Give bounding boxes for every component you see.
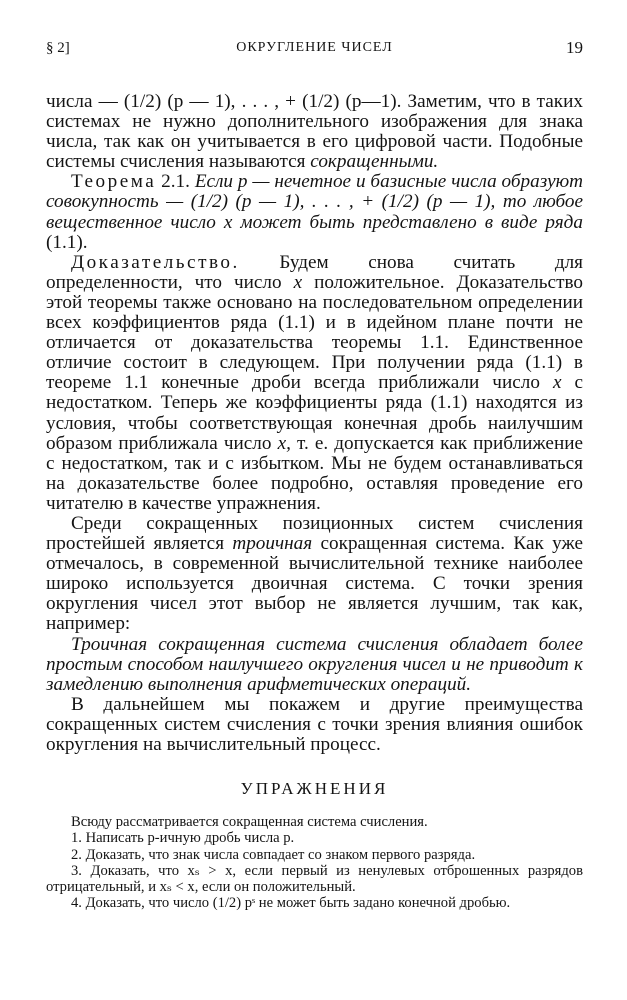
claim-text: Троичная сокращенная система счисления обладает более простым способом наилучшего округления чисел и не приводит к замедлению выполнения арифметических операций. [46, 633, 583, 695]
proof-label: Доказательство. [71, 251, 240, 273]
proof-text: т. е. допускается как приближение с недостатком, так и с избытком. Мы не будем останавливаться на доказательстве более подробно, оставляя проведение его читателю в качестве упражнения. [46, 432, 583, 514]
running-title: ОКРУГЛЕНИЕ ЧИСЕЛ [236, 40, 393, 55]
exercise-item: 1. Написать p-ичную дробь числа p. [71, 830, 295, 847]
exercise-item: 2. Доказать, что знак числа совпадает со знаком первого разряда. [71, 846, 476, 863]
section-marker: § 2] [46, 40, 70, 56]
term-italic: троичная [232, 533, 313, 555]
theorem-statement: Если p — нечетное и базисные числа образуют совокупность — (1/2) (p — 1), . . . , + (1/2) (p — 1), то любое вещественное число x может быть представлено в виде ряда [46, 171, 583, 233]
exercise-item: 4. Доказать, что число (1/2) pˢ не может быть задано конечной дробью. [71, 895, 511, 912]
claim-paragraph [46, 635, 583, 695]
exercises-heading: УПРАЖНЕНИЯ [240, 779, 389, 799]
theorem-reference: (1.1). [46, 231, 88, 253]
running-header [46, 30, 583, 56]
theorem-number: 2.1. [156, 171, 195, 193]
closing-paragraph [46, 695, 583, 755]
theorem-paragraph [46, 172, 583, 252]
variable-x: x, [277, 432, 291, 454]
variable-x: x [293, 271, 303, 293]
paragraph-text: В дальнейшем мы покажем и другие преимущества сокращенных систем счисления с точки зрения влияния ошибок округления на вычислительный процесс. [46, 693, 583, 755]
ternary-paragraph [46, 514, 583, 635]
main-text [46, 92, 583, 755]
paragraph-continuation [46, 92, 583, 172]
page-number: 19 [566, 38, 583, 57]
exercise-item: 3. Доказать, что xₛ > x, если первый из ненулевых отброшенных разрядов отрицательный, и xₛ < x, если он положительный. [46, 862, 583, 895]
proof-text: с недостатком. Теперь же коэффициенты ряда (1.1) находятся из условия, чтобы соответствующая конечная дробь наилучшим образом приближала число [46, 372, 583, 454]
book-page [46, 30, 583, 911]
proof-text: Будем снова считать для определенности, что число [46, 251, 583, 293]
paragraph-text: сокращенная система. Как уже отмечалось, в современной вычислительной технике наиболее широко используется двоичная система. С точки зрения округления чисел этот выбор не является лучшим, так как, например: [46, 533, 583, 635]
proof-text: положительное. Доказательство этой теоремы также основано на последовательном определении всех коэффициентов ряда (1.1) и в идейном плане почти не отличается от доказательства теоремы 1.1. Единственное отличие состоит в следующем. При получении ряда (1.1) в теореме 1.1 конечные дроби всегда приближали число [46, 271, 583, 394]
paragraph-text: Среди сокращенных позиционных систем счисления простейшей является [46, 512, 583, 555]
paragraph-text: числа — (1/2) (p — 1), . . . , + (1/2) (p—1). Заметим, что в таких системах не нужно дополнительного изображения для знака числа, так как он учитывается в его цифровой части. Подобные системы счисления называются [46, 91, 583, 173]
proof-paragraph [46, 253, 583, 514]
term-italic: сокращенными. [310, 151, 439, 173]
theorem-label: Теорема [71, 171, 157, 193]
exercises-intro: Всюду рассматривается сокращенная система счисления. [71, 814, 428, 831]
variable-x: x [552, 372, 562, 394]
exercises-list [46, 814, 583, 911]
